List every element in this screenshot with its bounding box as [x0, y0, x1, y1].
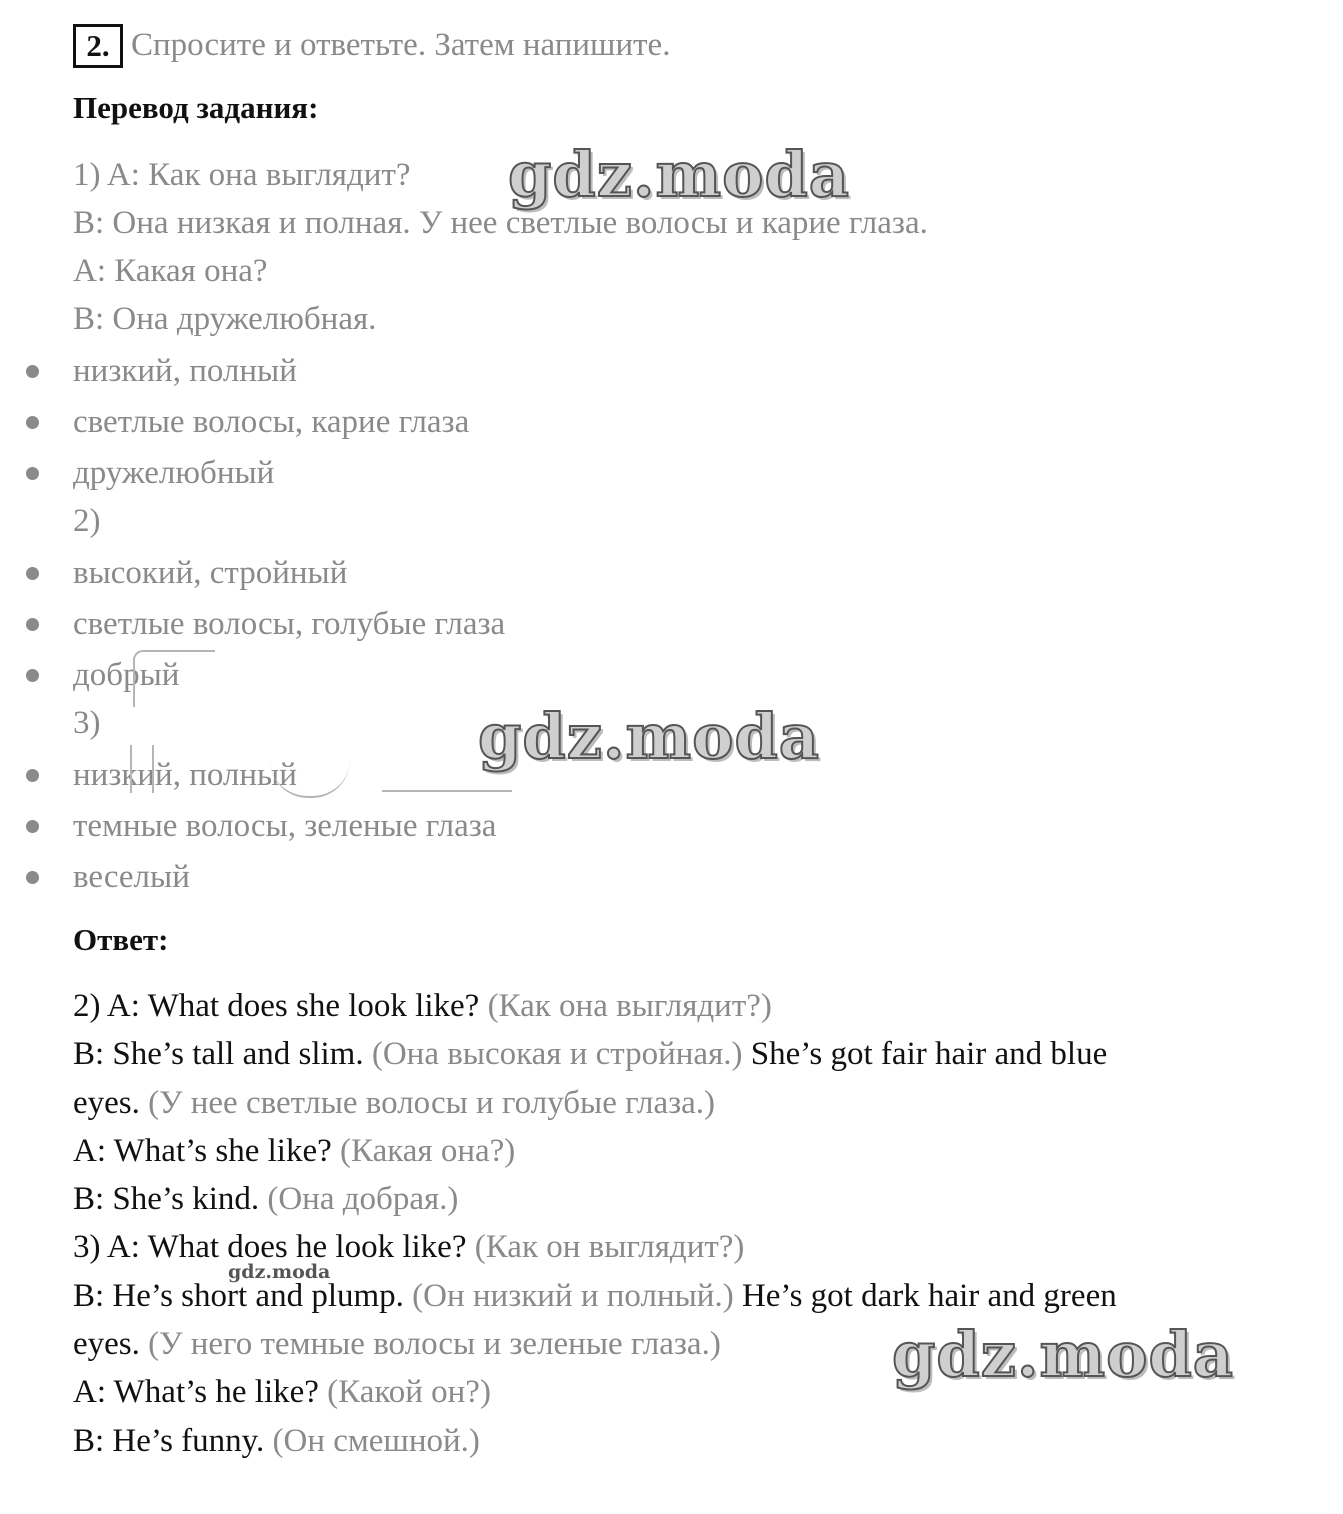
answer-english: She’s got fair hair and blue: [750, 1036, 1108, 1072]
group-label: 3): [73, 705, 101, 741]
answer-russian: (Как она выглядит?): [487, 988, 772, 1024]
answer-english: 3) A: What does he look like?: [73, 1229, 467, 1265]
translation-line: B: Она дружелюбная.: [73, 301, 377, 337]
bullet-item: светлые волосы, голубые глаза: [73, 606, 506, 642]
bullet-item: темные волосы, зеленые глаза: [73, 808, 497, 844]
bullet-item: добрый: [73, 657, 180, 693]
bullet-item: низкий, полный: [73, 757, 297, 793]
watermark: gdz.moda: [478, 700, 820, 773]
answer-russian: (Какая она?): [340, 1133, 516, 1169]
bullet-icon: [26, 820, 39, 833]
answer-russian: (Как он выглядит?): [474, 1229, 745, 1265]
answer-russian: (Какой он?): [327, 1374, 491, 1410]
bullet-item: светлые волосы, карие глаза: [73, 404, 470, 440]
answer-russian: (Она добрая.): [267, 1181, 459, 1217]
bullet-icon: [26, 769, 39, 782]
answer-english: eyes.: [73, 1085, 140, 1121]
answer-line: [73, 1083, 715, 1123]
answer-russian: (У нее светлые волосы и голубые глаза.): [148, 1085, 716, 1121]
answer-russian: (Она высокая и стройная.): [371, 1036, 743, 1072]
answer-english: eyes.: [73, 1326, 140, 1362]
bullet-icon: [26, 618, 39, 631]
bullet-icon: [26, 871, 39, 884]
answer-english: A: What’s she like?: [73, 1133, 332, 1169]
answer-line: [73, 1421, 480, 1461]
watermark: gdz.moda: [892, 1318, 1234, 1391]
bullet-item: высокий, стройный: [73, 555, 348, 591]
bullet-icon: [26, 567, 39, 580]
answer-line: [73, 1034, 1107, 1074]
answer-english: B: He’s funny.: [73, 1423, 265, 1459]
task-number: 2.: [73, 24, 123, 68]
bullet-item: низкий, полный: [73, 353, 297, 389]
task-title: Спросите и ответьте. Затем напишите.: [131, 27, 671, 63]
answer-line: [73, 1227, 744, 1267]
bullet-item: веселый: [73, 859, 190, 895]
scan-artifact: [130, 745, 154, 793]
answer-line: [73, 1131, 515, 1171]
answer-heading: Ответ:: [73, 922, 169, 957]
answer-russian: (У него темные волосы и зеленые глаза.): [148, 1326, 721, 1362]
answer-english: B: She’s kind.: [73, 1181, 260, 1217]
answer-line: [73, 1324, 721, 1364]
translation-heading: Перевод задания:: [73, 90, 319, 125]
answer-line: [73, 1372, 491, 1412]
group-label: 2): [73, 503, 101, 539]
answer-line: [73, 1179, 458, 1219]
translation-line: 1) A: Как она выглядит?: [73, 157, 411, 193]
scan-artifact: [382, 790, 512, 794]
answer-english: 2) A: What does she look like?: [73, 988, 480, 1024]
bullet-icon: [26, 669, 39, 682]
watermark-small: gdz.moda: [228, 1261, 331, 1283]
watermark: gdz.moda: [508, 138, 850, 211]
answer-english: B: She’s tall and slim.: [73, 1036, 364, 1072]
translation-line: A: Какая она?: [73, 253, 268, 289]
bullet-icon: [26, 467, 39, 480]
answer-russian: (Он смешной.): [272, 1423, 480, 1459]
answer-line: [73, 986, 772, 1026]
scan-artifact: [133, 650, 215, 707]
answer-russian: (Он низкий и полный.): [412, 1278, 734, 1314]
bullet-icon: [26, 416, 39, 429]
bullet-icon: [26, 365, 39, 378]
translation-line: B: Она низкая и полная. У нее светлые волосы и карие глаза.: [73, 205, 928, 241]
bullet-item: дружелюбный: [73, 455, 275, 491]
answer-english: B: He’s short and plump.: [73, 1278, 404, 1314]
answer-english: He’s got dark hair and green: [741, 1278, 1117, 1314]
answer-english: A: What’s he like?: [73, 1374, 319, 1410]
